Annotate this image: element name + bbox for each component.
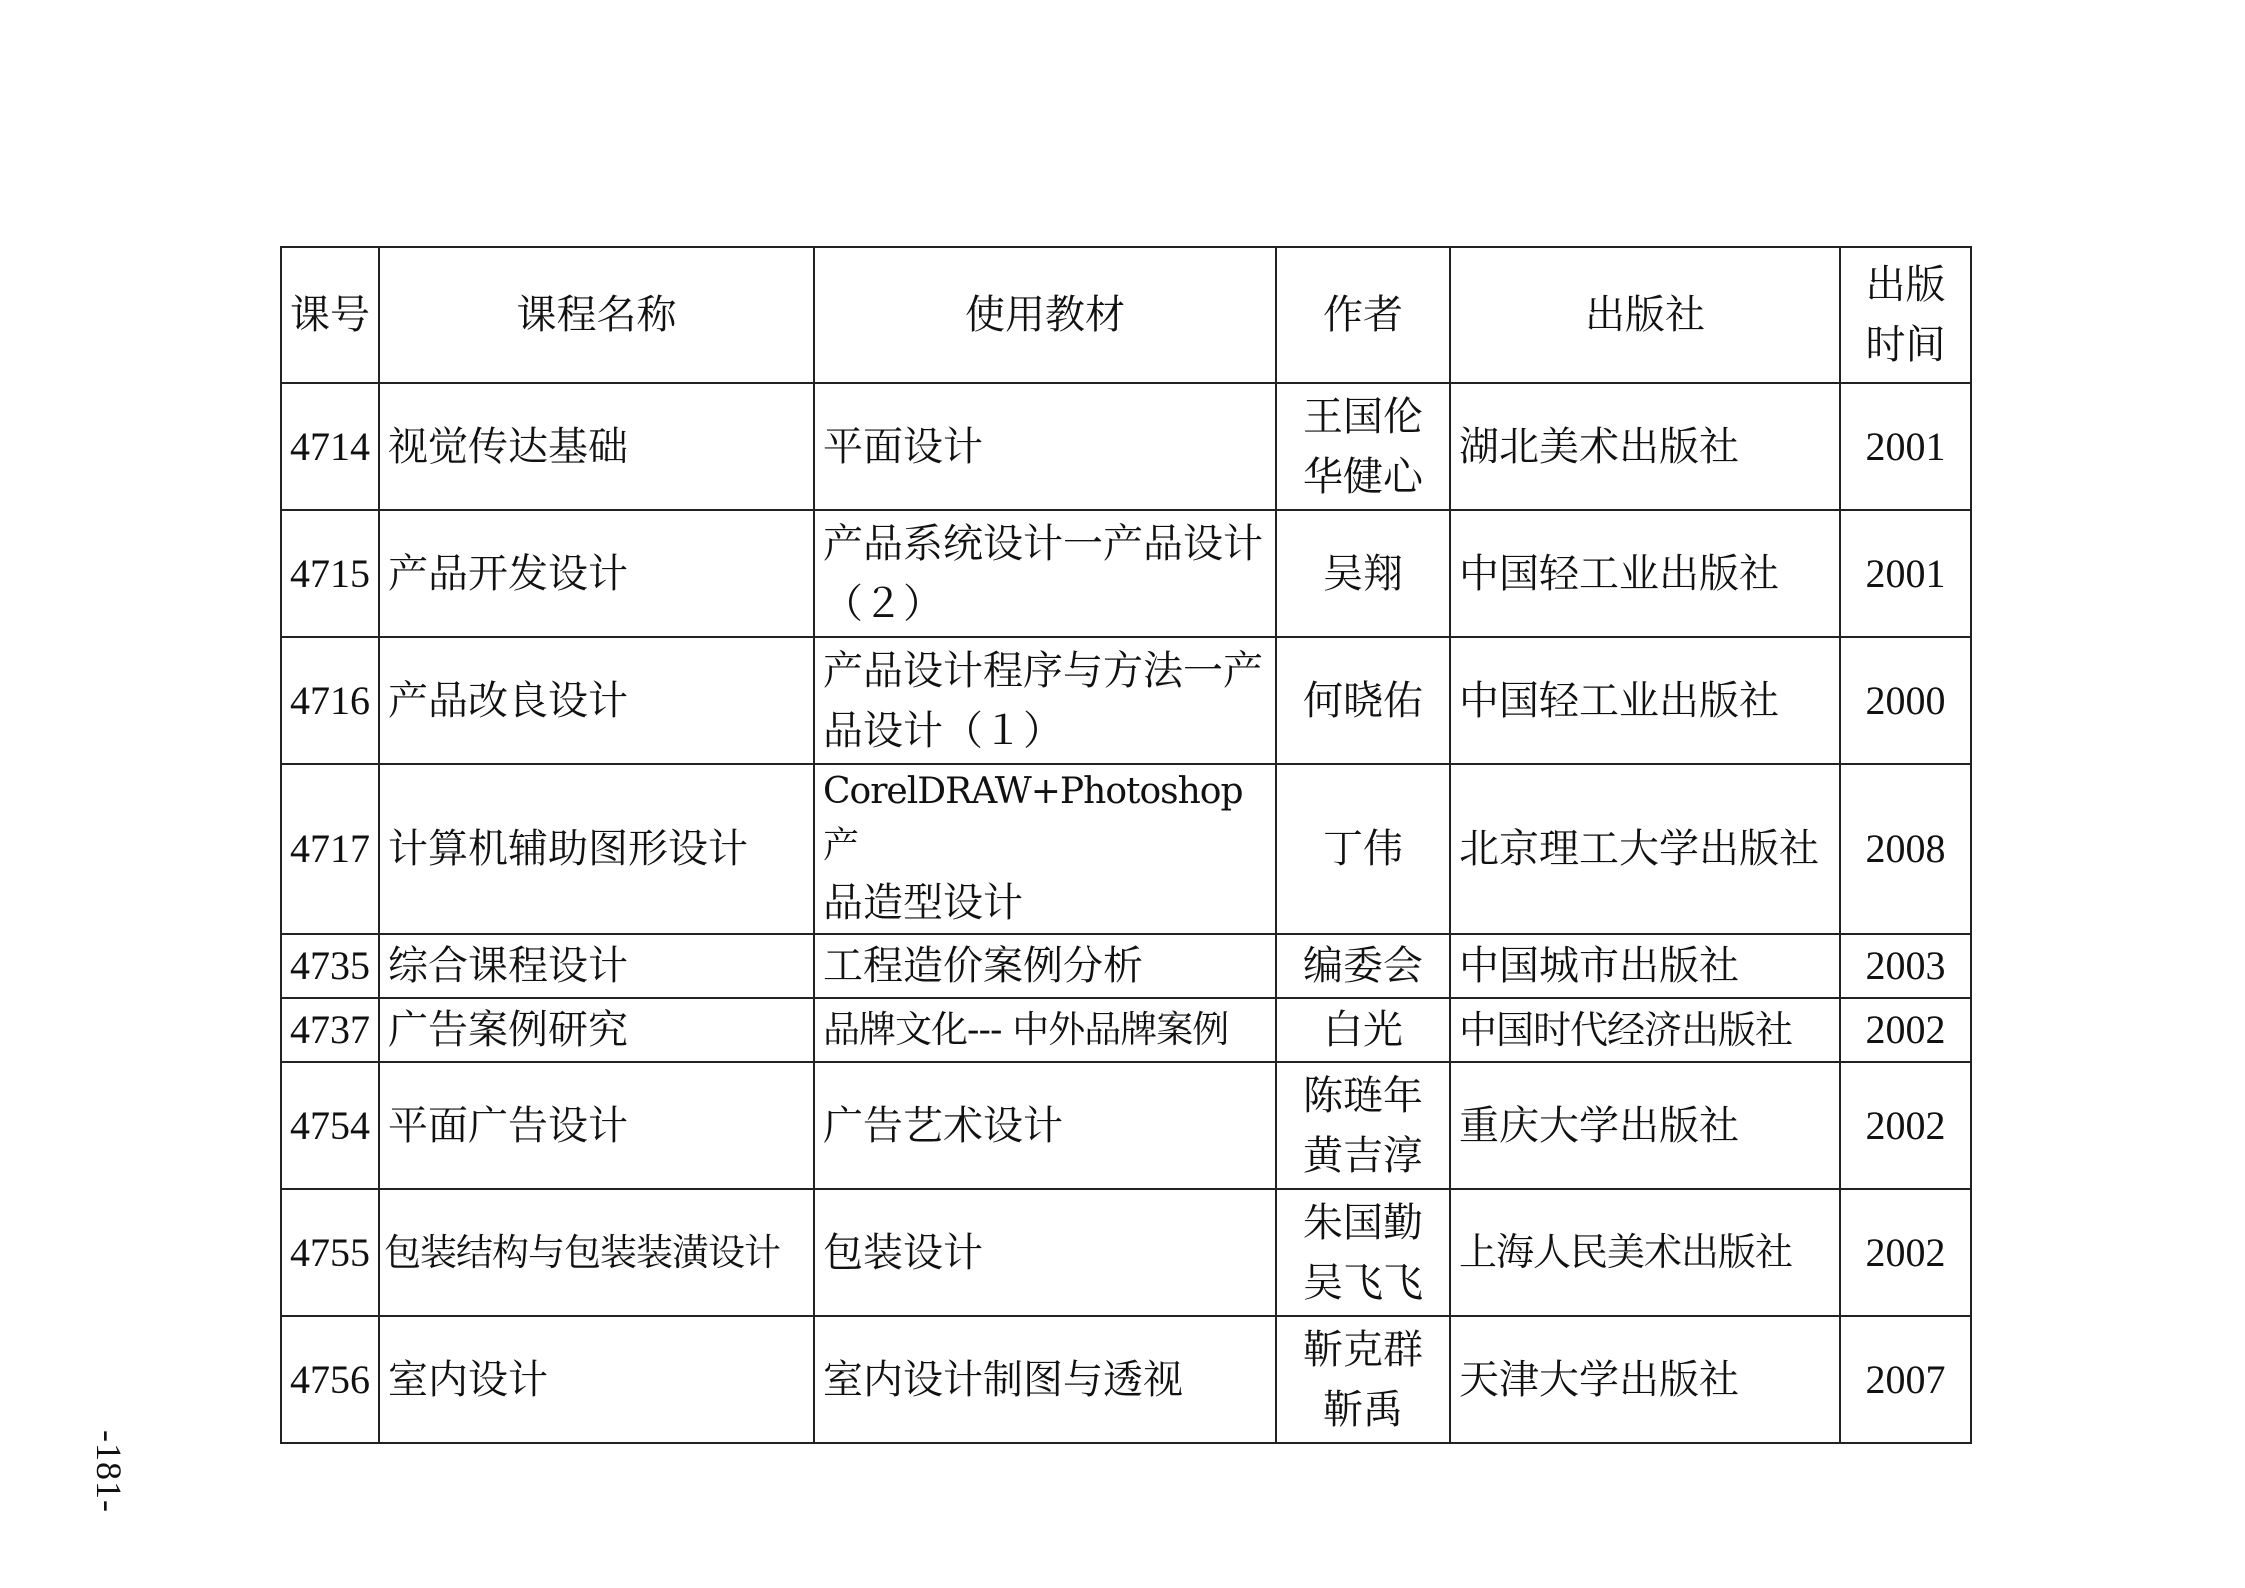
publisher: 天津大学出版社: [1450, 1316, 1840, 1443]
textbook-line1: 产品系统设计一产品设计: [823, 520, 1263, 567]
table-row: [281, 383, 1971, 510]
table-row: [281, 510, 1971, 637]
textbook-line1: 室内设计制图与透视: [823, 1356, 1183, 1403]
course-name: 视觉传达基础: [379, 383, 814, 510]
author-line1: 靳克群: [1303, 1326, 1423, 1373]
textbook: [814, 1062, 1276, 1189]
course-name: 综合课程设计: [379, 934, 814, 998]
publish-year: 2002: [1840, 1189, 1971, 1316]
table-row: [281, 998, 1971, 1062]
author: [1276, 1189, 1450, 1316]
publisher: 湖北美术出版社: [1450, 383, 1840, 510]
course-code: 4737: [281, 998, 379, 1062]
publisher: 重庆大学出版社: [1450, 1062, 1840, 1189]
publish-year: 2001: [1840, 383, 1971, 510]
course-code: 4716: [281, 637, 379, 764]
header-author: 作者: [1276, 247, 1450, 383]
textbook: [814, 637, 1276, 764]
table-row: [281, 1189, 1971, 1316]
textbook-line1: CorelDRAW+Photoshop产: [823, 771, 1243, 866]
textbook-line2: 品设计（１）: [823, 707, 1063, 754]
header-row: [281, 247, 1971, 383]
textbook-line2: 品造型设计: [823, 880, 1023, 926]
textbook: [814, 510, 1276, 637]
publish-year: 2002: [1840, 1062, 1971, 1189]
course-code: 4717: [281, 764, 379, 934]
course-name: 平面广告设计: [379, 1062, 814, 1189]
author-line2: 华健心: [1303, 453, 1423, 500]
author-line1: 朱国勤: [1303, 1199, 1423, 1246]
author: [1276, 998, 1450, 1062]
publish-year: 2008: [1840, 764, 1971, 934]
course-code: 4755: [281, 1189, 379, 1316]
textbook-line1: 广告艺术设计: [823, 1102, 1063, 1149]
textbook-line2: （２）: [823, 580, 943, 627]
course-code: 4735: [281, 934, 379, 998]
textbook: [814, 998, 1276, 1062]
author: [1276, 1062, 1450, 1189]
textbook: [814, 383, 1276, 510]
publisher: 中国城市出版社: [1450, 934, 1840, 998]
textbook-line1: 平面设计: [823, 423, 983, 470]
publisher: 中国时代经济出版社: [1450, 998, 1840, 1062]
header-textbook: 使用教材: [814, 247, 1276, 383]
course-name: 广告案例研究: [379, 998, 814, 1062]
header-year-line2: 时间: [1865, 322, 1946, 368]
publisher: 上海人民美术出版社: [1450, 1189, 1840, 1316]
publish-year: 2003: [1840, 934, 1971, 998]
header-year: [1840, 247, 1971, 383]
publisher: 北京理工大学出版社: [1450, 764, 1840, 934]
textbook-line1: 品牌文化--- 中外品牌案例: [823, 1008, 1229, 1052]
course-code: 4715: [281, 510, 379, 637]
author-line1: 吴翔: [1323, 550, 1403, 597]
textbook-line1: 产品设计程序与方法一产: [823, 647, 1263, 694]
textbook: [814, 764, 1276, 934]
publish-year: 2007: [1840, 1316, 1971, 1443]
author: [1276, 764, 1450, 934]
author-line1: 何晓佑: [1303, 677, 1423, 724]
author: [1276, 637, 1450, 764]
textbook: [814, 1316, 1276, 1443]
textbook-line1: 包装设计: [823, 1229, 983, 1276]
author-line2: 黄吉淳: [1303, 1132, 1423, 1179]
course-name: 室内设计: [379, 1316, 814, 1443]
author-line1: 陈琏年: [1303, 1072, 1423, 1119]
author-line2: 吴飞飞: [1303, 1259, 1423, 1306]
course-name: 产品改良设计: [379, 637, 814, 764]
header-year-line1: 出版: [1865, 262, 1946, 308]
textbook-line1: 工程造价案例分析: [823, 943, 1143, 989]
header-name: 课程名称: [379, 247, 814, 383]
publish-year: 2002: [1840, 998, 1971, 1062]
table-row: [281, 1316, 1971, 1443]
course-code: 4754: [281, 1062, 379, 1189]
publisher: 中国轻工业出版社: [1450, 510, 1840, 637]
header-publisher: 出版社: [1450, 247, 1840, 383]
course-name: 产品开发设计: [379, 510, 814, 637]
publisher: 中国轻工业出版社: [1450, 637, 1840, 764]
course-textbook-table: [280, 246, 1972, 1444]
table-row: [281, 764, 1971, 934]
page-number: -181-: [89, 1430, 129, 1513]
author-line1: 丁伟: [1323, 826, 1403, 872]
course-name: 计算机辅助图形设计: [379, 764, 814, 934]
publish-year: 2001: [1840, 510, 1971, 637]
course-code: 4714: [281, 383, 379, 510]
author: [1276, 510, 1450, 637]
author: [1276, 1316, 1450, 1443]
table-row: [281, 934, 1971, 998]
author-line2: 靳禹: [1323, 1386, 1403, 1433]
author: [1276, 934, 1450, 998]
author-line1: 编委会: [1303, 943, 1423, 989]
textbook: [814, 934, 1276, 998]
table-row: [281, 637, 1971, 764]
author-line1: 王国伦: [1303, 393, 1423, 440]
course-name: 包装结构与包装装潢设计: [379, 1189, 814, 1316]
author: [1276, 383, 1450, 510]
publish-year: 2000: [1840, 637, 1971, 764]
textbook: [814, 1189, 1276, 1316]
course-code: 4756: [281, 1316, 379, 1443]
author-line1: 白光: [1323, 1007, 1403, 1053]
header-code: 课号: [281, 247, 379, 383]
table-row: [281, 1062, 1971, 1189]
